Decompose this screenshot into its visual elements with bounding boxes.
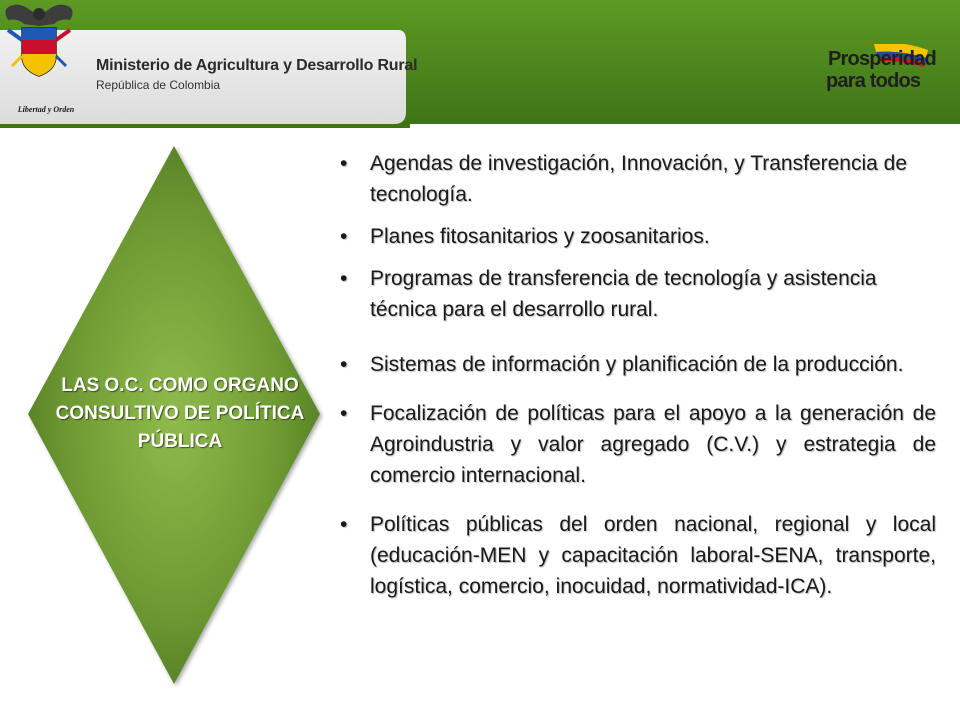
- bullet-marker: •: [340, 225, 348, 248]
- logo-line-1: Prosperidad: [828, 48, 936, 70]
- list-item: [340, 349, 936, 380]
- bullet-text: Sistemas de información y planificación de la producción.: [370, 353, 904, 376]
- coat-of-arms-icon: [0, 0, 78, 92]
- bullet-marker: •: [340, 513, 348, 536]
- bullet-text: Políticas públicas del orden nacional, regional y local (educación-MEN y capacitación laboral-SENA, transporte, logística, comercio, inocuidad, normatividad-ICA).: [370, 513, 936, 598]
- bullet-marker: •: [340, 402, 348, 425]
- list-item: [340, 509, 936, 602]
- bullet-marker: •: [340, 152, 348, 175]
- list-item: [340, 221, 936, 252]
- bullet-text: Agendas de investigación, Innovación, y Transferencia de tecnología.: [370, 152, 908, 206]
- prosperidad-logo: [822, 44, 936, 104]
- bullet-marker: •: [340, 267, 348, 290]
- bullet-list: [340, 148, 936, 602]
- list-item: [340, 148, 936, 210]
- crest-motto: Libertad y Orden: [17, 105, 75, 114]
- slide-header: [0, 0, 960, 128]
- bullet-text: Focalización de políticas para el apoyo a la generación de Agroindustria y valor agregado (C.V.) y estrategia de comercio internacional.: [370, 402, 936, 487]
- diamond-label: LAS O.C. COMO ORGANO CONSULTIVO DE POLÍTICA PÚBLICA: [55, 375, 305, 452]
- list-item: [340, 398, 936, 491]
- bullet-text: Programas de transferencia de tecnología y asistencia técnica para el desarrollo rural.: [370, 267, 877, 321]
- ministry-name: Ministerio de Agricultura y Desarrollo Rural: [96, 57, 418, 74]
- bullet-text: Planes fitosanitarios y zoosanitarios.: [370, 225, 710, 248]
- bullet-marker: •: [340, 353, 348, 376]
- list-item: [340, 263, 936, 325]
- ministry-subtitle: República de Colombia: [96, 78, 221, 92]
- logo-line-2: para todos: [826, 70, 921, 92]
